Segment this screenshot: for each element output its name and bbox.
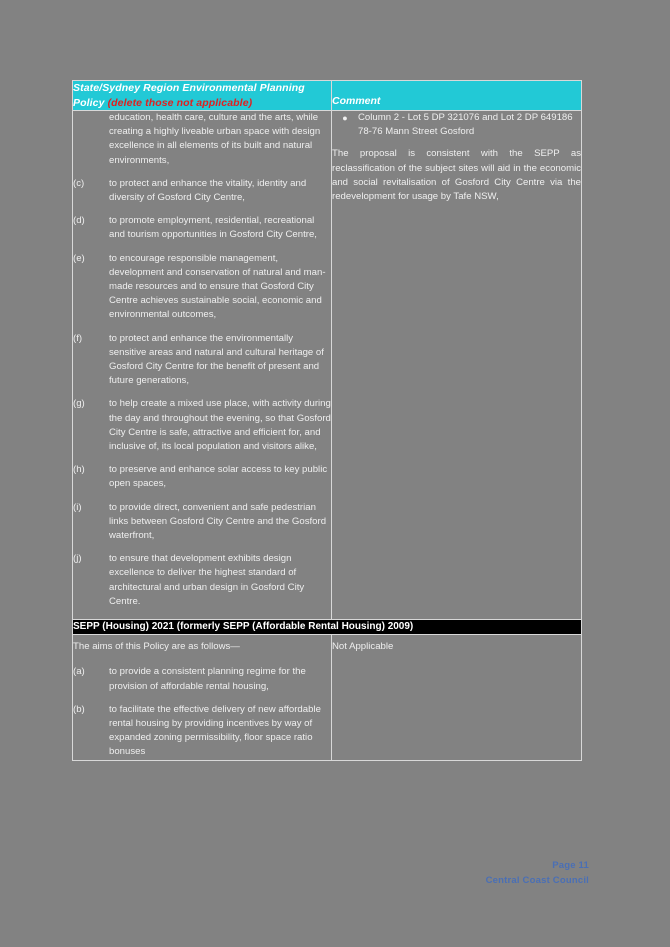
table-header-row: [73, 81, 582, 111]
comment-bullet-item: [332, 111, 581, 139]
gosford-comment-paragraph: The proposal is consistent with the SEPP as reclassification of the subject sites will aid in the economic and social revitalisation of Gosford City Centre via the redevelopment for usage by Tafe NSW,: [332, 148, 581, 203]
list-item-marker: (h): [73, 464, 85, 476]
housing-aims-cell: [73, 635, 332, 760]
list-item: [73, 552, 331, 609]
list-item: [73, 665, 331, 693]
list-item-text: to protect and enhance the vitality, identity and diversity of Gosford City Centre,: [109, 177, 307, 204]
list-item-text: to ensure that development exhibits design excellence to deliver the highest standard of architectural and urban design in Gosford City Centre.: [109, 553, 305, 607]
housing-comment-cell: [332, 635, 582, 760]
compliance-table: [72, 80, 582, 761]
list-item-text: to promote employment, residential, recreational and tourism opportunities in Gosford City Centre,: [109, 215, 317, 241]
header-comment-title: Comment: [332, 95, 381, 107]
list-item-text: to help create a mixed use place, with activity during the day and throughout the evening, so that Gosford City Centre is safe, attractive and efficient for, and inclusive of, its local population and visitors alike,: [109, 398, 331, 453]
list-item-text: to encourage responsible management, development and conservation of natural and man-made resources and to ensure that Gosford City Centre achieves sustainable social, economic and environmental outcomes,: [109, 252, 326, 321]
list-item: [73, 252, 331, 323]
list-item: [73, 703, 331, 760]
gosford-content-row: [73, 111, 582, 620]
footer-organisation: Central Coast Council: [485, 875, 589, 886]
header-cell-policy: [73, 81, 332, 111]
housing-section-band: [73, 620, 582, 635]
list-item-marker: (a): [73, 666, 85, 678]
list-item-marker: (b): [73, 703, 85, 715]
list-item-marker: (d): [73, 215, 85, 227]
footer-page-number: Page 11: [552, 860, 589, 871]
housing-section-title: SEPP (Housing) 2021 (formerly SEPP (Affordable Rental Housing) 2009): [73, 621, 414, 633]
list-item-text: to facilitate the effective delivery of new affordable rental housing by providing incentives by way of expanded zoning permissibility, floor space ratio bonuses: [109, 703, 321, 758]
page-footer: [486, 858, 589, 888]
header-policy-text: [73, 81, 331, 110]
list-item-marker: (e): [73, 252, 85, 264]
list-item-marker: (g): [73, 398, 85, 410]
gosford-continued-paragraph: education, health care, culture and the arts, while creating a highly liveable urban space with design excellence in all elements of its built and natural environments,: [109, 112, 321, 166]
header-policy-note: (delete those not applicable): [107, 96, 253, 109]
list-item-text: to provide direct, convenient and safe pedestrian links between Gosford City Centre and the Gosford waterfront,: [109, 501, 327, 542]
list-item-marker: (f): [73, 332, 83, 344]
list-item-text: to preserve and enhance solar access to key public open spaces,: [109, 464, 328, 490]
housing-intro-paragraph: The aims of this Policy are as follows—: [73, 641, 240, 653]
gosford-comment-cell: [332, 111, 582, 620]
header-cell-comment: [332, 81, 582, 111]
list-item-marker: (i): [73, 501, 82, 513]
list-item-text: to provide a consistent planning regime for the provision of affordable rental housing,: [109, 666, 306, 692]
housing-comment-text: Not Applicable: [332, 641, 394, 653]
list-item: [73, 463, 331, 491]
housing-content-row: [73, 635, 582, 760]
gosford-aims-cell: [73, 111, 332, 620]
list-item-marker: (c): [73, 177, 85, 189]
list-item-marker: (j): [73, 553, 82, 565]
housing-section-band-row: [73, 620, 582, 635]
list-item: [73, 214, 331, 242]
header-policy-title: State/Sydney Region Environmental Planning Policy: [73, 82, 305, 109]
list-item: [73, 501, 331, 544]
list-item-text: to protect and enhance the environmentally sensitive areas and natural and cultural heritage of Gosford City Centre for the benefit of present and future generations,: [109, 332, 324, 387]
list-item: [73, 332, 331, 389]
bullet-icon: ●: [342, 113, 348, 123]
list-item: [73, 397, 331, 454]
list-item: [73, 177, 331, 205]
comment-bullet-text: Column 2 - Lot 5 DP 321076 and Lot 2 DP 649186 78-76 Mann Street Gosford: [358, 112, 573, 138]
